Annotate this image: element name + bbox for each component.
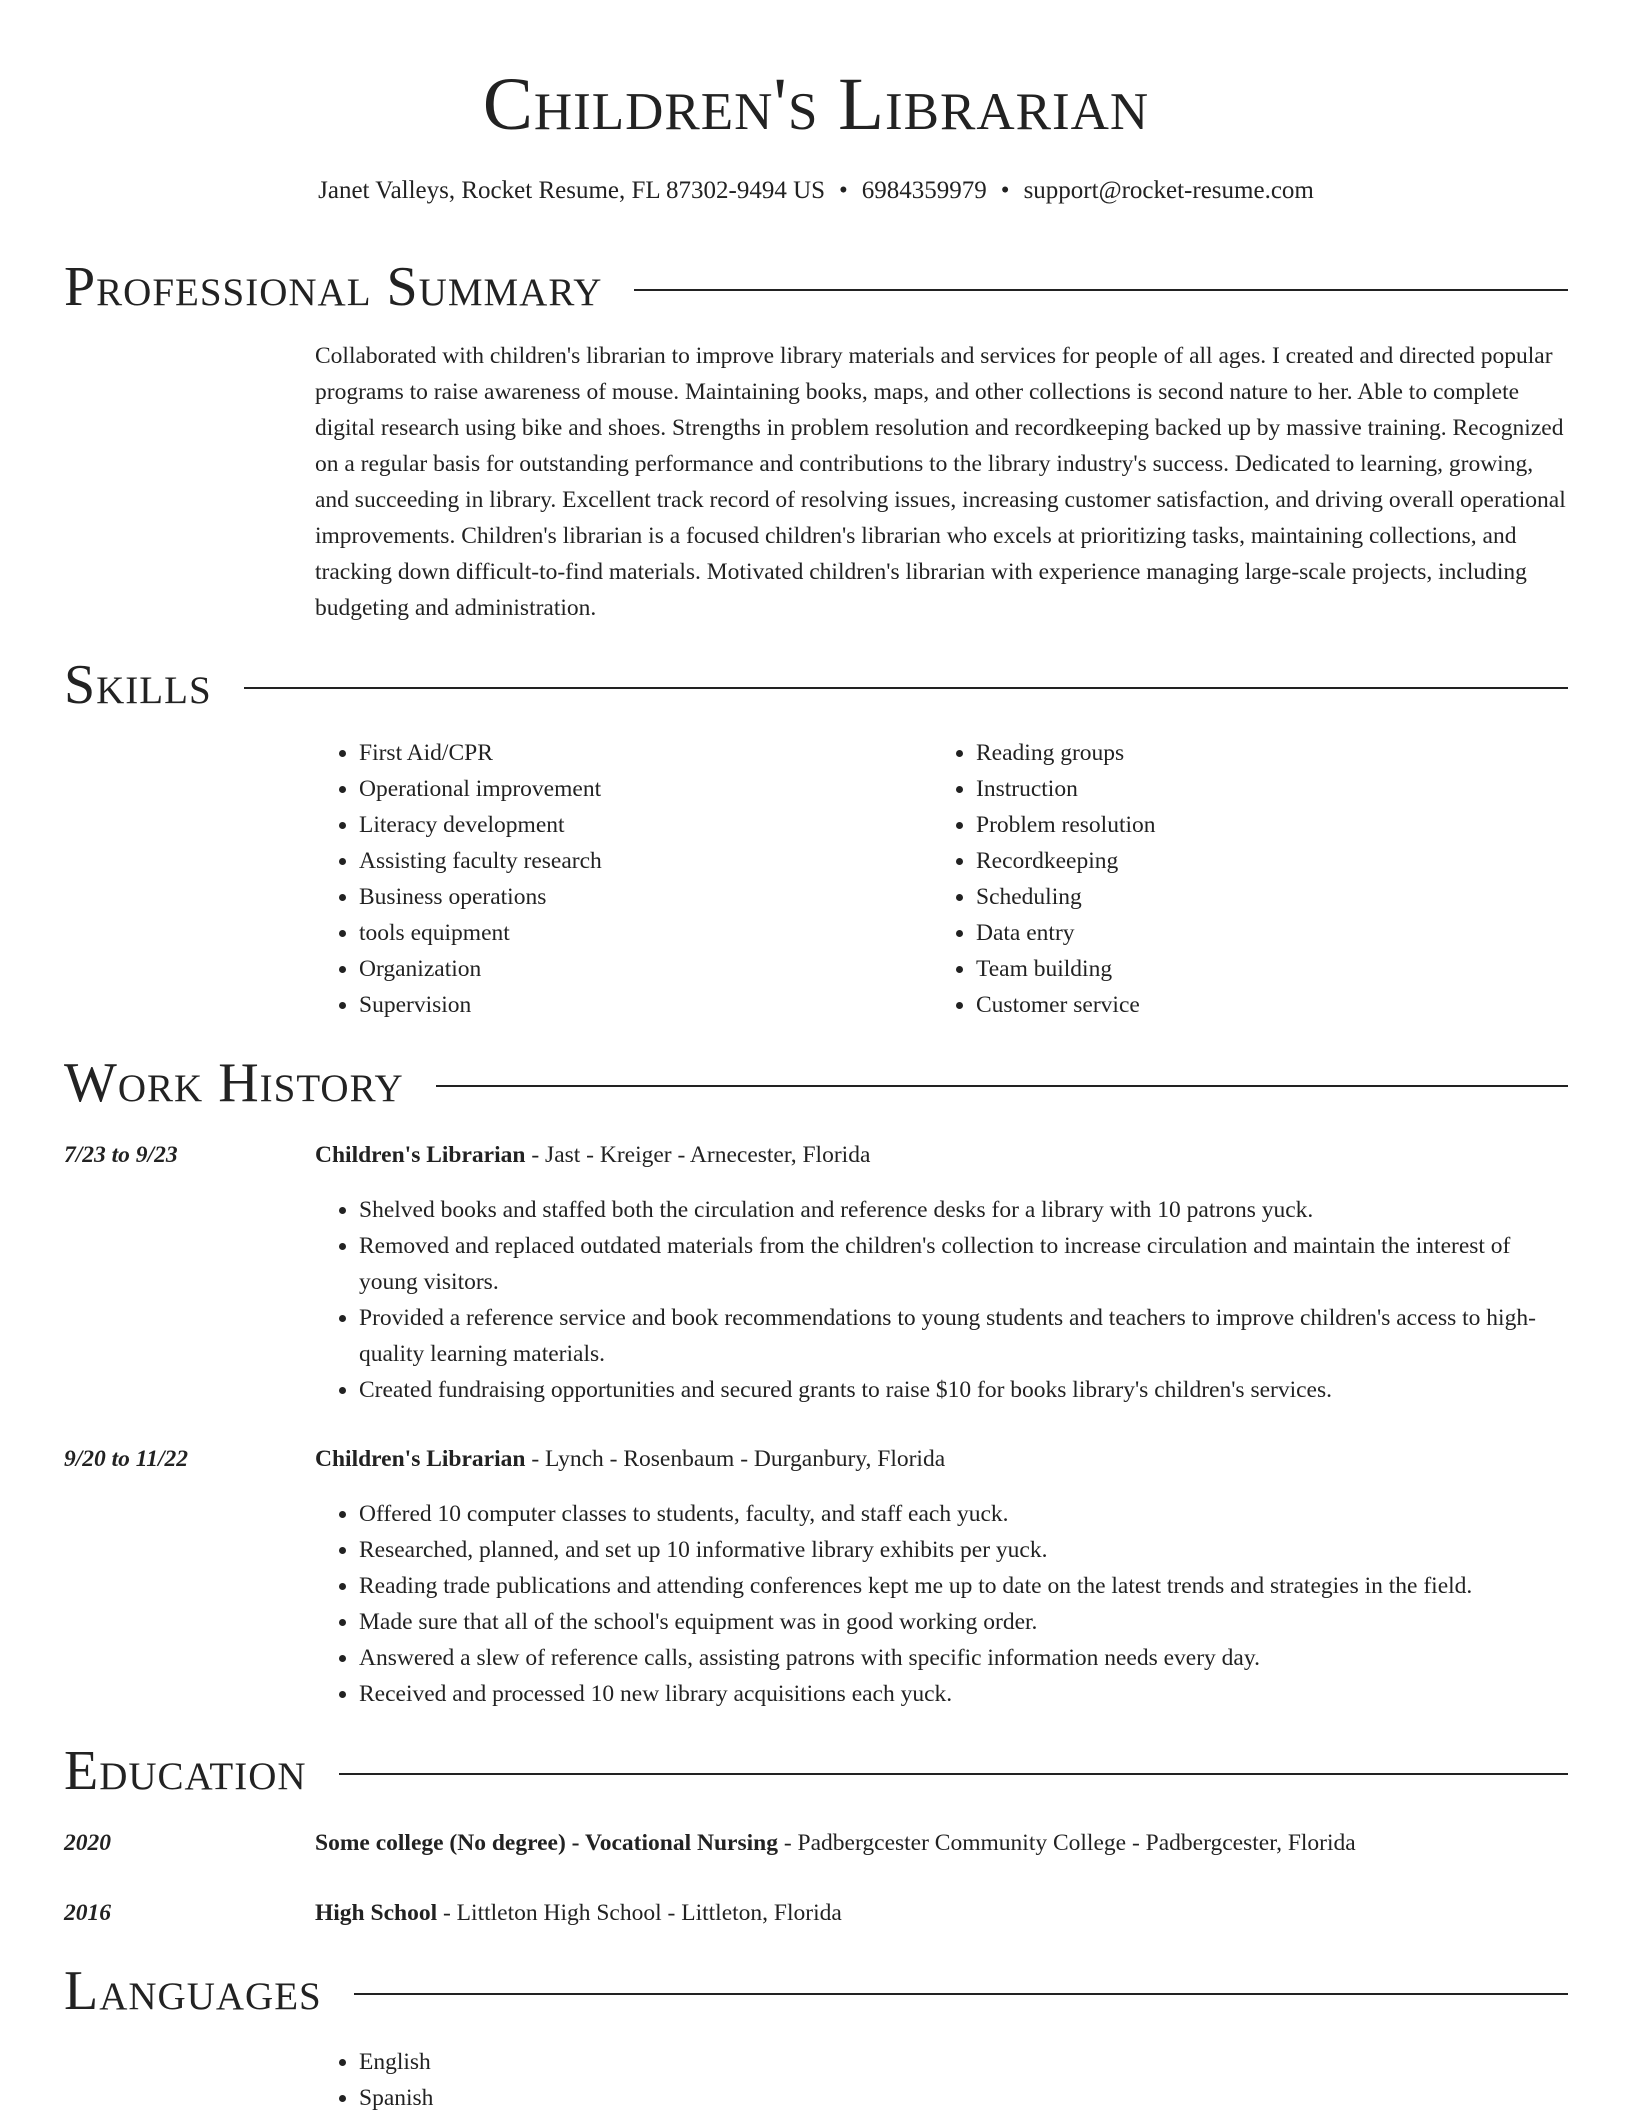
- skills-column-left: [315, 735, 875, 1023]
- contact-separator: •: [1000, 177, 1010, 204]
- contact-address: Janet Valleys, Rocket Resume, FL 87302-9494 US: [318, 177, 826, 204]
- skill-item: • Assisting faculty research: [359, 843, 875, 879]
- skill-item: • Team building: [976, 951, 1492, 987]
- education-entry: [315, 1825, 1568, 1861]
- job-title: Children's Librarian: [315, 1446, 526, 1472]
- section-divider: [339, 1773, 1568, 1775]
- section-divider: [354, 1993, 1568, 1995]
- job-date: 9/20 to 11/22: [64, 1446, 189, 1472]
- education-date: 2016: [64, 1900, 111, 1926]
- education-section-heading: [64, 1738, 1568, 1804]
- skill-item: • Supervision: [359, 987, 875, 1023]
- job-date: 7/23 to 9/23: [64, 1142, 178, 1168]
- skills-list-left: [315, 735, 875, 1023]
- work-section-heading: [64, 1050, 1568, 1116]
- languages-section-heading: [64, 1958, 1568, 2024]
- job-duty-item: • Received and processed 10 new library acquisitions each yuck.: [359, 1676, 1568, 1712]
- skills-section-heading: [64, 652, 1568, 718]
- skill-item: • Problem resolution: [976, 807, 1492, 843]
- language-item: • English: [359, 2044, 1568, 2080]
- job-duties: [315, 1496, 1568, 1712]
- job-heading: [315, 1137, 1568, 1173]
- job-duty-item: • Created fundraising opportunities and secured grants to raise $10 for books library's children's services.: [359, 1372, 1568, 1408]
- job-employer-location: - Jast - Kreiger - Arnecester, Florida: [525, 1142, 871, 1168]
- skill-item: • Reading groups: [976, 735, 1492, 771]
- section-divider: [244, 687, 1568, 689]
- skills-column-right: [932, 735, 1492, 1023]
- job-duty-item: • Shelved books and staffed both the circulation and reference desks for a library with 10 patrons yuck.: [359, 1192, 1568, 1228]
- languages-block: [315, 2044, 1568, 2116]
- education-date: 2020: [64, 1830, 111, 1856]
- contact-email: support@rocket-resume.com: [1023, 177, 1314, 204]
- job-duty-item: • Offered 10 computer classes to students, faculty, and staff each yuck.: [359, 1496, 1568, 1532]
- job-heading: [315, 1441, 1568, 1477]
- job-duty-list: [315, 1192, 1568, 1408]
- skill-item: • Literacy development: [359, 807, 875, 843]
- section-divider: [634, 289, 1568, 291]
- section-title: Languages: [64, 1960, 322, 2022]
- contact-line: [0, 172, 1632, 210]
- summary-section-heading: [64, 254, 1568, 320]
- job-duty-item: • Made sure that all of the school's equipment was in good working order.: [359, 1604, 1568, 1640]
- skill-item: • Organization: [359, 951, 875, 987]
- job-duty-item: • Researched, planned, and set up 10 informative library exhibits per yuck.: [359, 1532, 1568, 1568]
- job-duty-item: • Reading trade publications and attending conferences kept me up to date on the latest trends and strategies in the field.: [359, 1568, 1568, 1604]
- skill-item: • First Aid/CPR: [359, 735, 875, 771]
- contact-phone: 6984359979: [861, 177, 987, 204]
- section-title: Professional Summary: [64, 256, 603, 318]
- education-degree: Some college (No degree) - Vocational Nursing: [315, 1830, 778, 1856]
- job-duties: [315, 1192, 1568, 1408]
- contact-separator: •: [839, 177, 848, 204]
- education-school: - Padbergcester Community College - Padbergcester, Florida: [777, 1830, 1356, 1856]
- section-title: Skills: [64, 654, 212, 716]
- summary-text: Collaborated with children's librarian to improve library materials and services for people of all ages. I created and directed popular programs to raise awareness of mouse. Maintaining books, maps, and other collections is second nature to her. Able to complete digital research using bike and shoes. Strengths in problem resolution and recordkeeping backed up by massive training. Recognized on a regular basis for outstanding performance and contributions to the library industry's success. Dedicated to learning, growing, and succeeding in library. Excellent track record of resolving issues, increasing customer satisfaction, and driving overall operational improvements. Children's librarian is a focused children's librarian who excels at prioritizing tasks, maintaining collections, and tracking down difficult-to-find materials. Motivated children's librarian with experience managing large-scale projects, including budgeting and administration.: [315, 343, 1566, 621]
- skill-item: • Scheduling: [976, 879, 1492, 915]
- education-school: - Littleton High School - Littleton, Florida: [437, 1900, 842, 1926]
- job-employer-location: - Lynch - Rosenbaum - Durganbury, Florida: [525, 1446, 946, 1472]
- education-entry: [315, 1895, 1568, 1931]
- skill-item: • Instruction: [976, 771, 1492, 807]
- education-degree: High School: [315, 1900, 438, 1926]
- section-divider: [436, 1085, 1568, 1087]
- job-duty-list: [315, 1496, 1568, 1712]
- skill-item: • Data entry: [976, 915, 1492, 951]
- skills-list-right: [932, 735, 1492, 1023]
- job-duty-item: • Answered a slew of reference calls, assisting patrons with specific information needs every day.: [359, 1640, 1568, 1676]
- skill-item: • tools equipment: [359, 915, 875, 951]
- skill-item: • Business operations: [359, 879, 875, 915]
- resume-name: Children's Librarian: [482, 63, 1150, 146]
- skill-item: • Customer service: [976, 987, 1492, 1023]
- job-duty-item: • Provided a reference service and book recommendations to young students and teachers to improve children's access to high-quality learning materials.: [359, 1300, 1568, 1372]
- job-title: Children's Librarian: [315, 1142, 526, 1168]
- section-title: Education: [64, 1740, 307, 1802]
- language-list: [315, 2044, 1568, 2116]
- section-title: Work History: [64, 1052, 404, 1114]
- skill-item: • Recordkeeping: [976, 843, 1492, 879]
- job-duty-item: • Removed and replaced outdated materials from the children's collection to increase circulation and maintain the interest of young visitors.: [359, 1228, 1568, 1300]
- skill-item: • Operational improvement: [359, 771, 875, 807]
- language-item: • Spanish: [359, 2080, 1568, 2116]
